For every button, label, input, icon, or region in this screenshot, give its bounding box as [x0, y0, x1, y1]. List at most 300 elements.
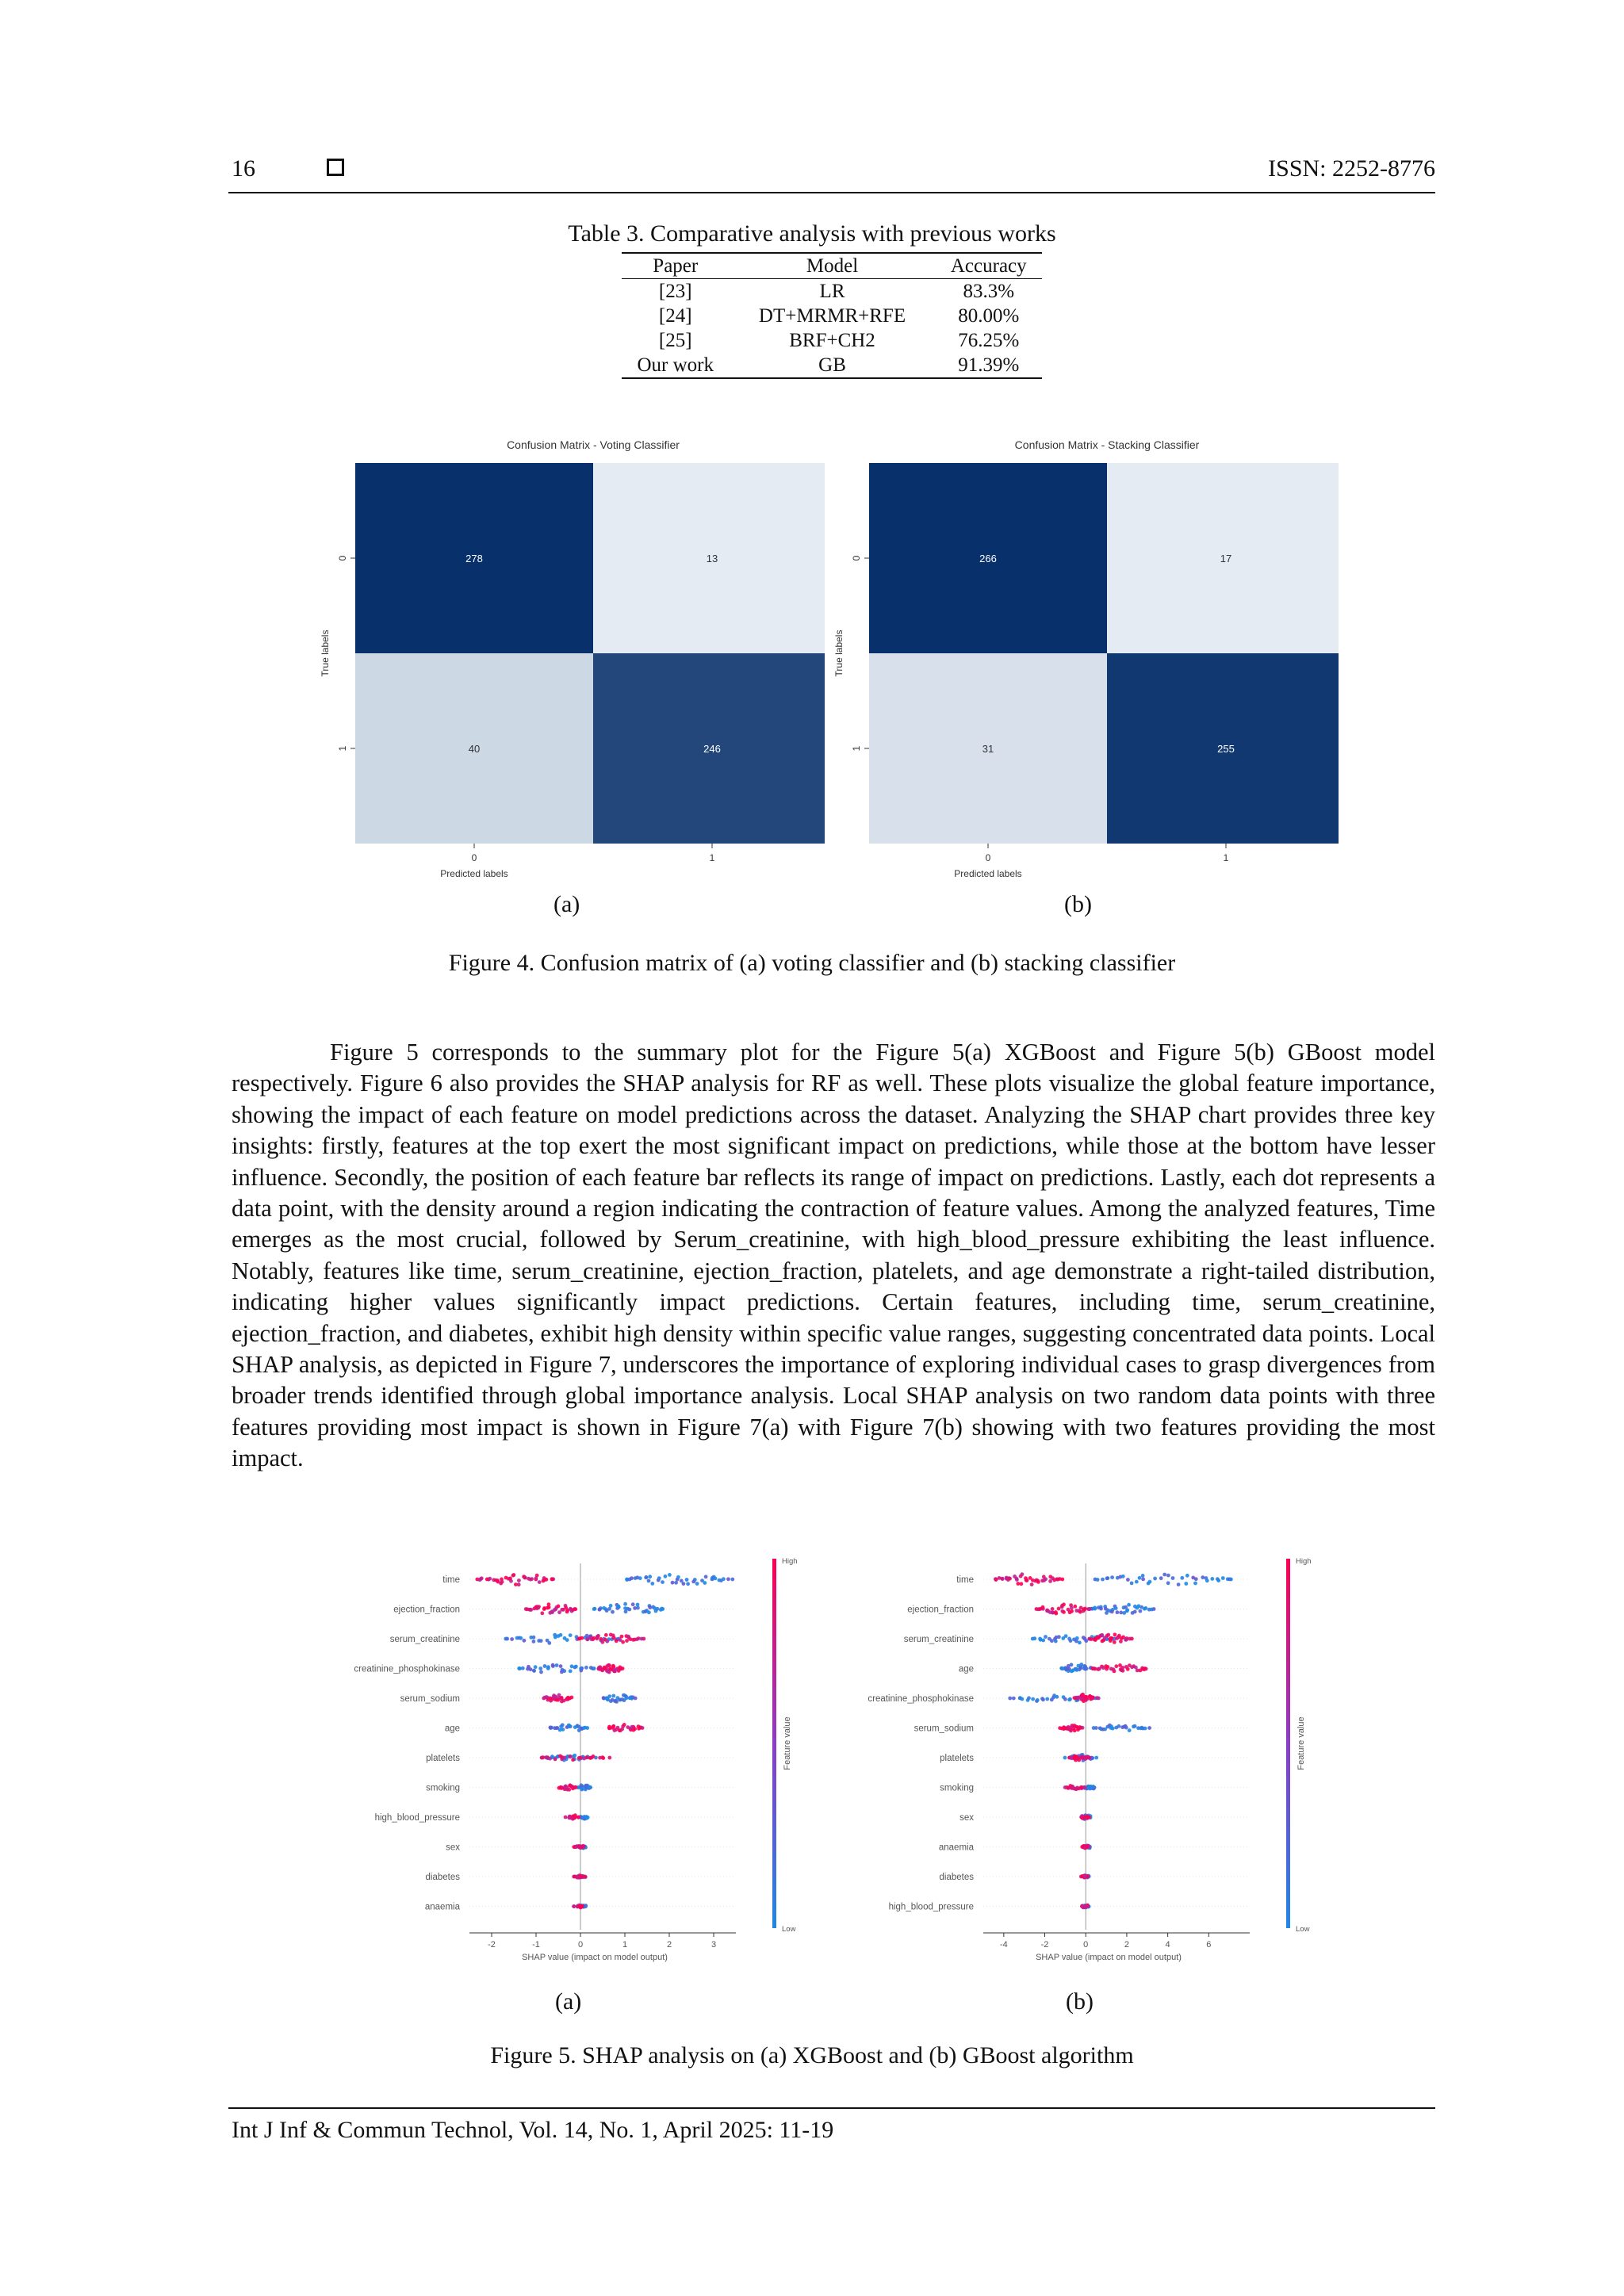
feature-label: diabetes — [425, 1873, 460, 1882]
footer-rule — [228, 2107, 1435, 2109]
shap-point — [1067, 1608, 1071, 1612]
shap-point — [1171, 1576, 1175, 1580]
shap-point — [1201, 1575, 1205, 1579]
shap-point — [568, 1724, 572, 1728]
shap-point — [1044, 1635, 1048, 1639]
shap-point — [600, 1669, 604, 1673]
shap-point — [1084, 1639, 1088, 1643]
shap-point — [648, 1605, 652, 1609]
shap-point — [596, 1634, 600, 1638]
shap-point — [1141, 1574, 1145, 1578]
shap-point — [1078, 1726, 1082, 1730]
comparison-table — [622, 252, 1042, 379]
shap-point — [714, 1577, 718, 1581]
shap-point — [582, 1757, 586, 1761]
shap-point — [1177, 1582, 1181, 1586]
shap-point — [636, 1603, 640, 1607]
table-cell: 91.39% — [958, 354, 1020, 376]
shap-point — [647, 1610, 651, 1614]
colorbar — [1286, 1559, 1290, 1928]
shap-point — [1148, 1580, 1152, 1584]
shap-point — [1101, 1728, 1105, 1732]
x-tick-label: 2 — [1124, 1940, 1129, 1950]
shap-point — [560, 1696, 564, 1700]
shap-point — [1036, 1698, 1040, 1702]
shap-point — [615, 1639, 619, 1643]
feature-label: smoking — [426, 1783, 460, 1793]
shap-point — [1229, 1578, 1233, 1582]
shap-point — [569, 1755, 573, 1758]
shap-point — [1063, 1756, 1067, 1760]
shap-point — [536, 1606, 540, 1610]
shap-point — [1079, 1667, 1083, 1670]
shap-point — [1060, 1578, 1064, 1582]
colorbar — [772, 1559, 776, 1928]
shap-point — [1078, 1641, 1082, 1645]
shap-point — [1032, 1636, 1036, 1640]
shap-point — [1138, 1576, 1142, 1580]
shap-point — [611, 1694, 615, 1698]
shap-point — [598, 1608, 602, 1612]
shap-point — [580, 1874, 584, 1878]
shap-point — [1105, 1611, 1109, 1615]
shap-point — [1117, 1724, 1121, 1728]
x-tick-label: 6 — [1206, 1940, 1212, 1950]
shap-point — [1070, 1670, 1074, 1674]
table-cell: GB — [818, 354, 846, 376]
shap-point — [606, 1670, 610, 1674]
shap-point — [1166, 1581, 1170, 1585]
shap-point — [1085, 1667, 1089, 1670]
shap-point — [521, 1667, 525, 1670]
shap-point — [523, 1639, 527, 1643]
shap-point — [656, 1607, 660, 1611]
shap-point — [548, 1757, 552, 1761]
figure4-sublabel-a: (a) — [553, 891, 580, 917]
shap-point — [496, 1578, 500, 1582]
shap-point — [636, 1606, 640, 1610]
shap-point — [568, 1697, 572, 1701]
shap-point — [557, 1610, 561, 1614]
shap-point — [1194, 1577, 1198, 1581]
feature-label: high_blood_pressure — [374, 1813, 460, 1823]
shap-point — [1093, 1785, 1097, 1789]
y-axis-label: True labels — [833, 629, 845, 677]
shap-point — [1051, 1607, 1055, 1611]
shap-point — [1085, 1845, 1089, 1849]
shap-point — [638, 1576, 642, 1580]
shap-point — [1068, 1728, 1072, 1732]
feature-label: smoking — [940, 1783, 974, 1793]
shap-point — [581, 1845, 585, 1849]
shap-point — [598, 1665, 602, 1669]
shap-point — [519, 1636, 523, 1640]
shap-point — [1086, 1904, 1090, 1908]
shap-point — [1143, 1667, 1147, 1670]
colorbar-label: Feature value — [783, 1716, 792, 1770]
x-tick-label: 1 — [622, 1940, 628, 1950]
feature-label: creatinine_phosphokinase — [354, 1664, 460, 1674]
shap-point — [1094, 1756, 1098, 1760]
shap-point — [1041, 1639, 1045, 1643]
x-axis-label: Predicted labels — [440, 868, 508, 879]
table-header-cell: Model — [806, 255, 859, 277]
shap-point — [703, 1581, 707, 1585]
y-axis-label: True labels — [320, 629, 331, 677]
shap-point — [499, 1582, 503, 1586]
shap-point — [1087, 1756, 1091, 1760]
shap-point — [630, 1576, 634, 1580]
shap-point — [1106, 1576, 1110, 1580]
shap-point — [529, 1608, 533, 1612]
shap-point — [561, 1723, 565, 1727]
shap-point — [634, 1697, 638, 1701]
shap-point — [1094, 1638, 1097, 1642]
shap-point — [569, 1633, 573, 1637]
shap-point — [613, 1667, 617, 1671]
shap-point — [584, 1904, 588, 1908]
shap-point — [1096, 1578, 1100, 1582]
figure5-sublabel-b: (b) — [1066, 1988, 1094, 2015]
shap-point — [547, 1641, 551, 1645]
table-cell: 76.25% — [958, 330, 1020, 351]
shap-point — [1055, 1695, 1059, 1699]
shap-point — [1140, 1726, 1144, 1730]
shap-point — [1074, 1787, 1078, 1791]
shap-point — [547, 1605, 551, 1609]
feature-label: age — [444, 1724, 460, 1734]
shap-point — [580, 1636, 584, 1640]
shap-point — [1105, 1634, 1109, 1638]
shap-point — [1045, 1697, 1049, 1701]
shap-point — [517, 1582, 521, 1586]
shap-point — [1062, 1610, 1066, 1614]
shap-point — [1073, 1605, 1077, 1609]
feature-label: sex — [446, 1843, 460, 1853]
shap-point — [635, 1637, 639, 1641]
figure5-sublabel-a: (a) — [555, 1988, 582, 2015]
shap-point — [1027, 1696, 1031, 1700]
shap-point — [1124, 1724, 1128, 1728]
shap-point — [564, 1606, 568, 1610]
shap-point — [561, 1728, 565, 1732]
shap-point — [1143, 1607, 1147, 1611]
shap-point — [557, 1605, 561, 1609]
shap-point — [611, 1633, 615, 1637]
shap-point — [592, 1667, 596, 1670]
x-axis-label: SHAP value (impact on model output) — [1036, 1953, 1182, 1962]
shap-point — [1111, 1727, 1115, 1731]
shap-point — [726, 1577, 730, 1581]
shap-point — [641, 1726, 645, 1730]
shap-point — [664, 1575, 668, 1578]
shap-point — [1113, 1640, 1116, 1644]
shap-point — [1057, 1607, 1061, 1611]
page-number: 16 — [232, 155, 255, 182]
shap-point — [1069, 1603, 1073, 1607]
shap-point — [505, 1637, 509, 1641]
shap-point — [1114, 1606, 1118, 1610]
shap-point — [1121, 1669, 1125, 1673]
shap-point — [565, 1638, 569, 1642]
shap-point — [549, 1699, 553, 1703]
shap-point — [625, 1639, 629, 1643]
shap-point — [1119, 1640, 1123, 1644]
x-tick-label: -2 — [1040, 1940, 1049, 1950]
chart-title: Confusion Matrix - Voting Classifier — [507, 438, 680, 451]
shap-point — [1114, 1664, 1118, 1668]
table-cell: DT+MRMR+RFE — [758, 305, 906, 327]
shap-point — [562, 1669, 566, 1673]
shap-point — [621, 1640, 625, 1644]
shap-point — [1121, 1575, 1125, 1578]
shap-point — [1143, 1727, 1147, 1731]
shap-point — [517, 1667, 521, 1670]
shap-point — [631, 1638, 635, 1642]
shap-point — [1031, 1697, 1035, 1701]
shap-point — [1088, 1607, 1092, 1611]
confusion-matrix-voting — [317, 434, 825, 886]
shap-plot-gboost — [834, 1549, 1342, 1993]
x-tick-label: -1 — [532, 1940, 540, 1950]
feature-label: serum_sodium — [914, 1724, 974, 1734]
shap-point — [1185, 1574, 1189, 1578]
shap-point — [601, 1756, 605, 1760]
shap-point — [613, 1728, 617, 1732]
shap-point — [580, 1667, 584, 1670]
colorbar-high-label: High — [782, 1557, 798, 1566]
shap-point — [617, 1605, 621, 1609]
shap-point — [647, 1579, 651, 1583]
table-cell: 83.3% — [963, 281, 1015, 302]
chart-title: Confusion Matrix - Stacking Classifier — [1014, 438, 1200, 451]
shap-point — [661, 1580, 665, 1584]
shap-point — [1141, 1578, 1145, 1582]
feature-label: serum_sodium — [400, 1694, 460, 1704]
shap-plot-xgboost — [320, 1549, 828, 1993]
shap-point — [1116, 1636, 1120, 1640]
shap-point — [650, 1582, 654, 1586]
shap-point — [527, 1665, 530, 1669]
shap-point — [585, 1726, 589, 1730]
shap-point — [580, 1788, 584, 1792]
shap-point — [1133, 1610, 1137, 1614]
table-row — [622, 353, 1042, 378]
shap-point — [1110, 1610, 1114, 1614]
shap-point — [517, 1578, 521, 1582]
shap-point — [546, 1665, 550, 1669]
shap-point — [577, 1756, 581, 1760]
shap-point — [605, 1640, 609, 1644]
shap-point — [1152, 1607, 1156, 1611]
matrix-cell-label: 13 — [706, 553, 718, 564]
shap-point — [1126, 1578, 1130, 1582]
shap-point — [1125, 1608, 1129, 1612]
shap-point — [1007, 1576, 1011, 1580]
shap-point — [642, 1637, 646, 1641]
shap-point — [1057, 1635, 1061, 1639]
shap-point — [1135, 1580, 1139, 1584]
feature-label: time — [956, 1575, 974, 1585]
shap-point — [555, 1663, 559, 1667]
shap-point — [1044, 1577, 1048, 1581]
shap-point — [576, 1816, 580, 1820]
x-tick-label: 2 — [666, 1940, 672, 1950]
shap-point — [511, 1574, 515, 1578]
shap-point — [1193, 1582, 1197, 1586]
shap-point — [1124, 1637, 1128, 1641]
shap-point — [682, 1582, 686, 1586]
table-cell: BRF+CH2 — [789, 330, 875, 351]
footer-citation: Int J Inf & Commun Technol, Vol. 14, No. 1, April 2025: 11-19 — [232, 2117, 834, 2143]
shap-point — [1101, 1578, 1105, 1582]
shap-point — [1130, 1665, 1134, 1669]
figure4-sublabel-b: (b) — [1064, 891, 1092, 917]
shap-point — [530, 1577, 534, 1581]
shap-point — [1166, 1574, 1170, 1578]
table-row — [622, 328, 1042, 353]
shap-point — [588, 1785, 592, 1789]
shap-point — [645, 1575, 649, 1579]
shap-point — [604, 1633, 608, 1637]
y-tick-label: 1 — [851, 745, 862, 752]
shap-point — [1063, 1697, 1067, 1701]
table-header-cell: Paper — [653, 255, 699, 277]
matrix-cell-label: 17 — [1220, 553, 1232, 564]
shap-point — [618, 1698, 622, 1702]
feature-label: anaemia — [424, 1902, 460, 1912]
shap-point — [1067, 1698, 1071, 1702]
shap-point — [1069, 1639, 1073, 1643]
shap-point — [1055, 1577, 1059, 1581]
shap-point — [1083, 1875, 1087, 1879]
shap-point — [1070, 1609, 1074, 1613]
shap-point — [573, 1815, 577, 1819]
shap-point — [1130, 1582, 1134, 1586]
shap-point — [1016, 1582, 1020, 1586]
shap-point — [612, 1724, 616, 1728]
feature-label: platelets — [426, 1754, 460, 1763]
shap-point — [1008, 1697, 1012, 1701]
shap-point — [686, 1582, 690, 1586]
shap-point — [565, 1610, 569, 1614]
shap-point — [1024, 1576, 1028, 1580]
shap-point — [624, 1697, 628, 1701]
table-cell: [24] — [658, 305, 692, 327]
feature-label: ejection_fraction — [393, 1605, 460, 1615]
shap-point — [1082, 1785, 1086, 1789]
shap-point — [572, 1904, 576, 1908]
shap-point — [1054, 1610, 1058, 1614]
shap-point — [580, 1783, 584, 1787]
shap-point — [1061, 1667, 1065, 1670]
shap-point — [1015, 1578, 1019, 1582]
shap-point — [722, 1577, 726, 1581]
shap-point — [657, 1576, 661, 1580]
shap-point — [1099, 1607, 1103, 1611]
shap-point — [508, 1577, 512, 1581]
shap-point — [622, 1723, 626, 1727]
shap-point — [532, 1636, 536, 1640]
shap-point — [552, 1693, 556, 1697]
feature-label: anaemia — [938, 1843, 974, 1853]
shap-point — [1086, 1816, 1090, 1820]
shap-point — [648, 1575, 652, 1578]
matrix-cell-label: 266 — [979, 553, 997, 564]
shap-point — [685, 1578, 689, 1582]
colorbar-label: Feature value — [1297, 1716, 1306, 1770]
shap-point — [1001, 1577, 1005, 1581]
shap-point — [538, 1580, 542, 1584]
shap-point — [1094, 1607, 1097, 1611]
shap-point — [1109, 1636, 1113, 1640]
shap-point — [730, 1578, 734, 1582]
shap-point — [1097, 1697, 1101, 1701]
shap-point — [1136, 1606, 1139, 1610]
shap-point — [1180, 1576, 1184, 1580]
colorbar-low-label: Low — [1296, 1925, 1310, 1934]
shap-point — [602, 1696, 606, 1700]
x-axis-label: Predicted labels — [954, 868, 1022, 879]
shap-point — [1221, 1576, 1225, 1580]
x-tick-label: -2 — [488, 1940, 496, 1950]
shap-point — [550, 1578, 554, 1582]
issn: ISSN: 2252-8776 — [1268, 155, 1435, 182]
shap-point — [480, 1576, 484, 1580]
shap-point — [1139, 1609, 1143, 1613]
shap-point — [1104, 1607, 1108, 1611]
table-cell: [23] — [658, 281, 692, 302]
shap-point — [615, 1700, 619, 1704]
shap-point — [1082, 1608, 1086, 1612]
shap-point — [704, 1575, 708, 1578]
shap-point — [1030, 1582, 1034, 1586]
shap-point — [1012, 1697, 1016, 1701]
confusion-matrix-stacking — [831, 434, 1339, 886]
shap-point — [633, 1727, 637, 1731]
shap-point — [539, 1670, 543, 1674]
shap-point — [607, 1663, 611, 1667]
colorbar-low-label: Low — [782, 1925, 796, 1934]
shap-point — [1041, 1697, 1045, 1701]
shap-point — [1041, 1605, 1045, 1609]
shap-point — [523, 1575, 527, 1579]
shap-point — [584, 1875, 588, 1879]
shap-point — [1054, 1640, 1058, 1644]
feature-label: serum_creatinine — [389, 1635, 460, 1644]
feature-label: high_blood_pressure — [888, 1902, 974, 1912]
shap-point — [559, 1633, 563, 1637]
shap-point — [1084, 1698, 1088, 1702]
x-tick-label: 4 — [1165, 1940, 1170, 1950]
shap-point — [573, 1607, 576, 1611]
shap-point — [584, 1816, 588, 1820]
shap-point — [571, 1758, 575, 1762]
shap-point — [534, 1665, 538, 1669]
shap-point — [1216, 1578, 1220, 1582]
shap-point — [609, 1604, 613, 1608]
shap-point — [1036, 1579, 1040, 1583]
shap-point — [623, 1602, 627, 1606]
body-paragraph: Figure 5 corresponds to the summary plot for the Figure 5(a) XGBoost and Figure 5(b) GBoost model respectively. Figure 6 also provides the SHAP analysis for RF as well. These plots visualize the global feature importance, showing the impact of each feature on model predictions across the dataset. Analyzing the SHAP chart provides three key insights: firstly, features at the top exert the most significant impact on predictions, while those at the bottom have lesser influence. Secondly, the position of each feature bar reflects its range of impact on predictions. Lastly, each dot represents a data point, with the density around a region indicating the contraction of feature values. Among the analyzed features, Time emerges as the most crucial, followed by Serum_creatinine, with high_blood_pressure exhibiting the least influence. Notably, features like time, serum_creatinine, ejection_fraction, platelets, and age demonstrate a right-tailed distribution, indicating higher values significantly impact predictions. Certain features, including time, serum_creatinine, ejection_fraction, and diabetes, exhibit high density within specific value ranges, suggesting concentrated data points. Local SHAP analysis, as depicted in Figure 7, underscores the importance of exploring individual cases to grasp divergences from broader trends identified through global importance analysis. Local SHAP analysis on two random data points with three features providing most impact is shown in Figure 7(a) with Figure 7(b) showing with two features providing the most impact. — [232, 1039, 1435, 1472]
table-cell: [25] — [658, 330, 692, 351]
shap-point — [621, 1667, 625, 1670]
x-tick-label: 1 — [709, 852, 715, 863]
shap-point — [1134, 1666, 1138, 1670]
shap-point — [538, 1667, 542, 1670]
shap-point — [611, 1664, 615, 1668]
shap-point — [1159, 1576, 1163, 1580]
